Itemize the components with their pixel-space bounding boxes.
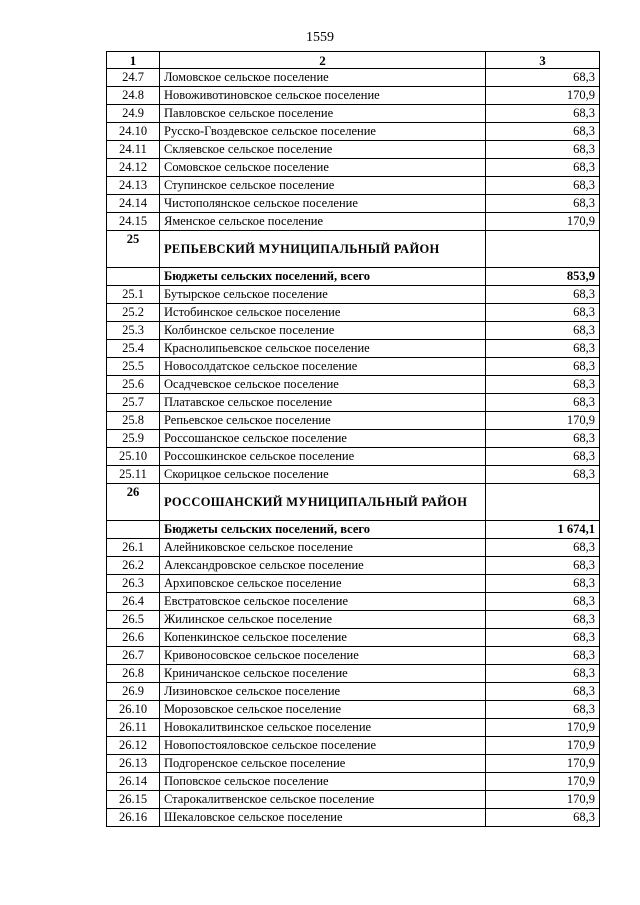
row-name: Осадчевское сельское поселение bbox=[160, 376, 486, 394]
row-name: Краснолипьевское сельское поселение bbox=[160, 340, 486, 358]
total-row bbox=[107, 268, 600, 286]
district-row bbox=[107, 484, 600, 521]
table-row bbox=[107, 791, 600, 809]
row-number: 25.5 bbox=[107, 358, 160, 376]
row-number: 26.7 bbox=[107, 647, 160, 665]
row-number bbox=[107, 268, 160, 286]
row-value: 170,9 bbox=[486, 412, 600, 430]
row-value: 68,3 bbox=[486, 177, 600, 195]
row-number: 26.1 bbox=[107, 539, 160, 557]
row-name: Бюджеты сельских поселений, всего bbox=[160, 268, 486, 286]
row-number: 25.8 bbox=[107, 412, 160, 430]
table-row bbox=[107, 340, 600, 358]
row-value: 68,3 bbox=[486, 394, 600, 412]
table-row bbox=[107, 629, 600, 647]
row-number: 26.3 bbox=[107, 575, 160, 593]
row-number: 25.1 bbox=[107, 286, 160, 304]
table-row bbox=[107, 286, 600, 304]
row-name: Кривоносовское сельское поселение bbox=[160, 647, 486, 665]
table-row bbox=[107, 737, 600, 755]
row-name: Подгоренское сельское поселение bbox=[160, 755, 486, 773]
table-row bbox=[107, 141, 600, 159]
header-col-number: 1 bbox=[107, 52, 160, 69]
row-value: 68,3 bbox=[486, 430, 600, 448]
table-row bbox=[107, 430, 600, 448]
row-number: 24.9 bbox=[107, 105, 160, 123]
header-row bbox=[107, 52, 600, 69]
table-row bbox=[107, 683, 600, 701]
table-row bbox=[107, 87, 600, 105]
row-name: Новопостояловское сельское поселение bbox=[160, 737, 486, 755]
row-name: Россошкинское сельское поселение bbox=[160, 448, 486, 466]
row-number: 26.14 bbox=[107, 773, 160, 791]
table-row bbox=[107, 213, 600, 231]
row-name: Новокалитвинское сельское поселение bbox=[160, 719, 486, 737]
row-number: 25.11 bbox=[107, 466, 160, 484]
row-value bbox=[486, 231, 600, 268]
row-number: 26.5 bbox=[107, 611, 160, 629]
table-row bbox=[107, 611, 600, 629]
row-value: 68,3 bbox=[486, 611, 600, 629]
row-value: 68,3 bbox=[486, 286, 600, 304]
row-name: Павловское сельское поселение bbox=[160, 105, 486, 123]
row-name: Криничанское сельское поселение bbox=[160, 665, 486, 683]
row-number: 25.2 bbox=[107, 304, 160, 322]
table-row bbox=[107, 376, 600, 394]
budget-table bbox=[106, 51, 600, 827]
row-name: Репьевское сельское поселение bbox=[160, 412, 486, 430]
table-row bbox=[107, 665, 600, 683]
total-row bbox=[107, 521, 600, 539]
row-number: 24.14 bbox=[107, 195, 160, 213]
table-row bbox=[107, 195, 600, 213]
row-number: 25.3 bbox=[107, 322, 160, 340]
row-name: Лизиновское сельское поселение bbox=[160, 683, 486, 701]
row-name: Колбинское сельское поселение bbox=[160, 322, 486, 340]
row-name: Истобинское сельское поселение bbox=[160, 304, 486, 322]
row-name: Евстратовское сельское поселение bbox=[160, 593, 486, 611]
row-value: 68,3 bbox=[486, 647, 600, 665]
row-name: Яменское сельское поселение bbox=[160, 213, 486, 231]
row-number: 25.9 bbox=[107, 430, 160, 448]
row-value: 170,9 bbox=[486, 719, 600, 737]
row-value: 68,3 bbox=[486, 195, 600, 213]
table-row bbox=[107, 69, 600, 87]
row-number: 24.15 bbox=[107, 213, 160, 231]
table-header bbox=[107, 52, 600, 69]
header-col-name: 2 bbox=[160, 52, 486, 69]
table-row bbox=[107, 448, 600, 466]
row-value: 68,3 bbox=[486, 701, 600, 719]
row-number: 24.13 bbox=[107, 177, 160, 195]
page-number: 1559 bbox=[306, 30, 334, 45]
row-number: 24.12 bbox=[107, 159, 160, 177]
row-value: 68,3 bbox=[486, 304, 600, 322]
row-number: 26.13 bbox=[107, 755, 160, 773]
row-value: 68,3 bbox=[486, 629, 600, 647]
row-name: Жилинское сельское поселение bbox=[160, 611, 486, 629]
row-value: 68,3 bbox=[486, 358, 600, 376]
row-name: Архиповское сельское поселение bbox=[160, 575, 486, 593]
row-number: 26.15 bbox=[107, 791, 160, 809]
row-number: 26.12 bbox=[107, 737, 160, 755]
district-row bbox=[107, 231, 600, 268]
row-value: 68,3 bbox=[486, 159, 600, 177]
row-value: 68,3 bbox=[486, 809, 600, 827]
table-row bbox=[107, 539, 600, 557]
table-row bbox=[107, 719, 600, 737]
table-row bbox=[107, 394, 600, 412]
row-number: 25.6 bbox=[107, 376, 160, 394]
table-row bbox=[107, 322, 600, 340]
row-number: 25.4 bbox=[107, 340, 160, 358]
row-value bbox=[486, 484, 600, 521]
row-value: 170,9 bbox=[486, 791, 600, 809]
row-number: 26.11 bbox=[107, 719, 160, 737]
row-value: 170,9 bbox=[486, 773, 600, 791]
row-number: 24.11 bbox=[107, 141, 160, 159]
row-name: Ломовское сельское поселение bbox=[160, 69, 486, 87]
table-row bbox=[107, 809, 600, 827]
row-name: Старокалитвенское сельское поселение bbox=[160, 791, 486, 809]
row-name: Морозовское сельское поселение bbox=[160, 701, 486, 719]
row-name: РОССОШАНСКИЙ МУНИЦИПАЛЬНЫЙ РАЙОН bbox=[160, 484, 486, 521]
table-row bbox=[107, 701, 600, 719]
row-name: Алейниковское сельское поселение bbox=[160, 539, 486, 557]
row-number: 24.7 bbox=[107, 69, 160, 87]
table-row bbox=[107, 773, 600, 791]
row-number: 26.8 bbox=[107, 665, 160, 683]
table-row bbox=[107, 593, 600, 611]
row-value: 170,9 bbox=[486, 737, 600, 755]
table-row bbox=[107, 647, 600, 665]
row-number: 25.7 bbox=[107, 394, 160, 412]
row-value: 68,3 bbox=[486, 466, 600, 484]
row-name: Поповское сельское поселение bbox=[160, 773, 486, 791]
row-number: 26.10 bbox=[107, 701, 160, 719]
row-value: 170,9 bbox=[486, 213, 600, 231]
row-name: Русско-Гвоздевское сельское поселение bbox=[160, 123, 486, 141]
table-row bbox=[107, 557, 600, 575]
row-value: 68,3 bbox=[486, 340, 600, 358]
row-value: 853,9 bbox=[486, 268, 600, 286]
table-row bbox=[107, 575, 600, 593]
row-name: Бутырское сельское поселение bbox=[160, 286, 486, 304]
row-value: 68,3 bbox=[486, 141, 600, 159]
row-number: 24.8 bbox=[107, 87, 160, 105]
row-number: 26.16 bbox=[107, 809, 160, 827]
row-value: 68,3 bbox=[486, 593, 600, 611]
table-row bbox=[107, 755, 600, 773]
row-value: 68,3 bbox=[486, 69, 600, 87]
table-row bbox=[107, 177, 600, 195]
row-name: Россошанское сельское поселение bbox=[160, 430, 486, 448]
row-value: 68,3 bbox=[486, 575, 600, 593]
row-value: 68,3 bbox=[486, 376, 600, 394]
row-number: 25 bbox=[107, 231, 160, 268]
table-row bbox=[107, 159, 600, 177]
row-number: 26.9 bbox=[107, 683, 160, 701]
table-row bbox=[107, 123, 600, 141]
table-row bbox=[107, 304, 600, 322]
row-name: РЕПЬЕВСКИЙ МУНИЦИПАЛЬНЫЙ РАЙОН bbox=[160, 231, 486, 268]
row-name: Бюджеты сельских поселений, всего bbox=[160, 521, 486, 539]
row-name: Скорицкое сельское поселение bbox=[160, 466, 486, 484]
row-number bbox=[107, 521, 160, 539]
row-name: Скляевское сельское поселение bbox=[160, 141, 486, 159]
row-value: 68,3 bbox=[486, 123, 600, 141]
table-body bbox=[107, 69, 600, 827]
row-value: 68,3 bbox=[486, 539, 600, 557]
table-row bbox=[107, 466, 600, 484]
header-col-value: 3 bbox=[486, 52, 600, 69]
row-number: 26.6 bbox=[107, 629, 160, 647]
row-value: 68,3 bbox=[486, 557, 600, 575]
row-number: 26.2 bbox=[107, 557, 160, 575]
row-value: 68,3 bbox=[486, 448, 600, 466]
row-name: Сомовское сельское поселение bbox=[160, 159, 486, 177]
row-name: Копенкинское сельское поселение bbox=[160, 629, 486, 647]
row-number: 26 bbox=[107, 484, 160, 521]
row-name: Ступинское сельское поселение bbox=[160, 177, 486, 195]
row-value: 68,3 bbox=[486, 665, 600, 683]
table-row bbox=[107, 105, 600, 123]
table-row bbox=[107, 358, 600, 376]
row-value: 68,3 bbox=[486, 105, 600, 123]
table-row bbox=[107, 412, 600, 430]
row-name: Платавское сельское поселение bbox=[160, 394, 486, 412]
row-value: 68,3 bbox=[486, 322, 600, 340]
row-value: 170,9 bbox=[486, 755, 600, 773]
row-value: 1 674,1 bbox=[486, 521, 600, 539]
row-name: Александровское сельское поселение bbox=[160, 557, 486, 575]
row-number: 24.10 bbox=[107, 123, 160, 141]
row-name: Новоживотиновское сельское поселение bbox=[160, 87, 486, 105]
row-number: 26.4 bbox=[107, 593, 160, 611]
row-name: Чистополянское сельское поселение bbox=[160, 195, 486, 213]
row-name: Новосолдатское сельское поселение bbox=[160, 358, 486, 376]
row-number: 25.10 bbox=[107, 448, 160, 466]
row-name: Шекаловское сельское поселение bbox=[160, 809, 486, 827]
row-value: 170,9 bbox=[486, 87, 600, 105]
row-value: 68,3 bbox=[486, 683, 600, 701]
